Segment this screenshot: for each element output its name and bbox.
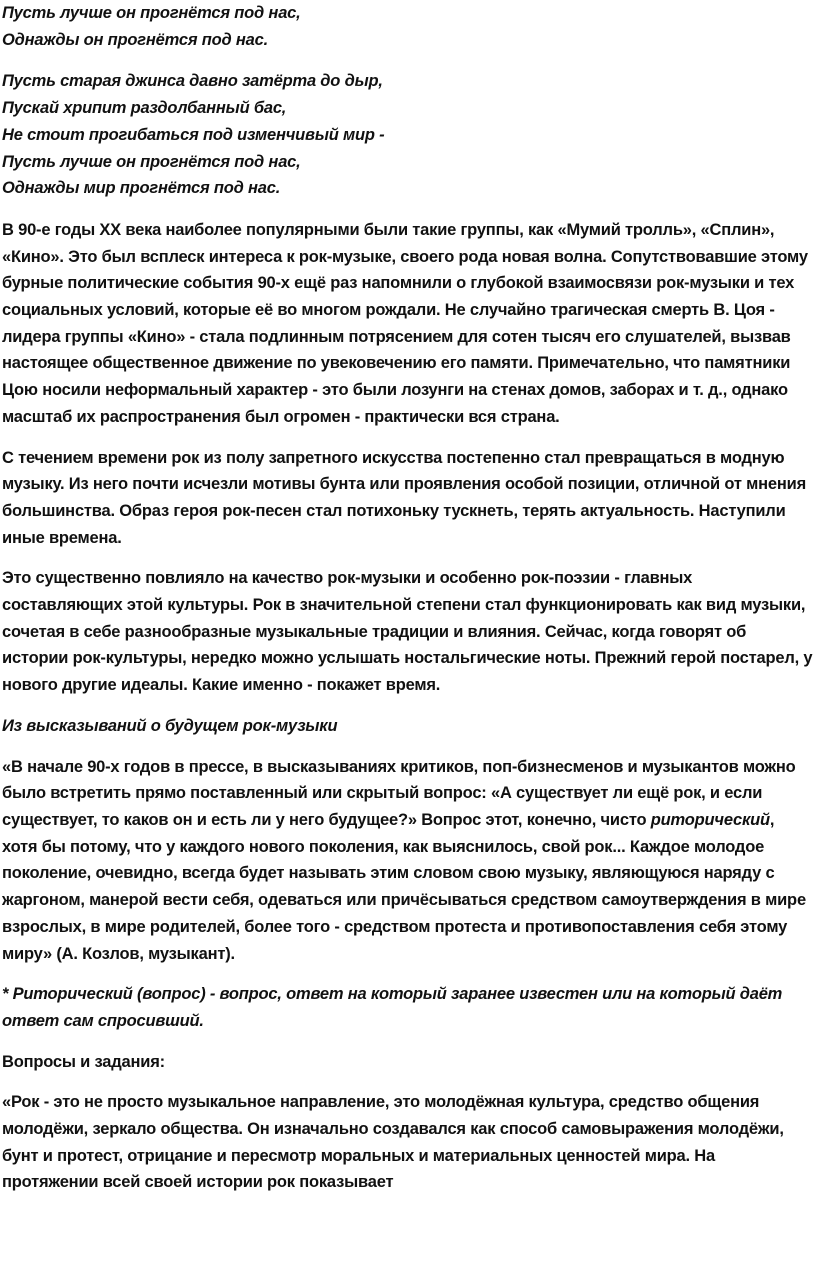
verse-line: Пускай хрипит раздолбанный бас, (2, 99, 287, 118)
verse-line: Однажды мир прогнётся под нас. (2, 179, 281, 198)
paragraph-rock-culture: «Рок - это не просто музыкальное направление, это молодёжная культура, средство общения молодёжи, зеркало общества. Он изначально создавался как способ самовыражения молодёжи, бунт и протест, отрицание и пересмотр моральных и материальных ценностей мира. На протяжении всей своей истории рок показывает (2, 1093, 784, 1192)
quote-italic-term: риторический (650, 810, 770, 829)
questions-heading: Вопросы и задания: (2, 1052, 165, 1071)
verse-line: Не стоит прогибаться под изменчивый мир - (2, 125, 385, 144)
paragraph-kozlov-quote (2, 754, 814, 968)
paragraph-rock-fashion: С течением времени рок из полу запретного искусства постепенно стал превращаться в модную музыку. Из него почти исчезли мотивы бунта или проявления особой позиции, отличной от мнения большинства. Образ героя рок-песен стал потихоньку тускнеть, терять актуальность. Наступили иные времена. (2, 448, 807, 547)
verse-top (2, 0, 816, 53)
verse-line: Однажды он прогнётся под нас. (2, 30, 268, 49)
verse-line: Пусть старая джинса давно затёрта до дыр, (2, 72, 383, 91)
verse-second (2, 68, 816, 202)
footnote-rhetorical: * Риторический (вопрос) - вопрос, ответ на который заранее известен или на который даёт ответ сам спросивший. (2, 985, 783, 1030)
verse-line: Пусть лучше он прогнётся под нас, (2, 152, 301, 171)
verse-line: Пусть лучше он прогнётся под нас, (2, 4, 301, 22)
paragraph-rock-quality: Это существенно повлияло на качество рок-музыки и особенно рок-поэзии - главных составляющих этой культуры. Рок в значительной степени стал функционировать как вид музыки, сочетая в себе разнообразные музыкальные традиции и влияния. Сейчас, когда говорят об истории рок-культуры, нередко можно услышать ностальгические ноты. Прежний герой постарел, у нового другие идеалы. Какие именно - покажет время. (2, 569, 813, 695)
quote-text-part1: «В начале 90-х годов в прессе, в высказываниях критиков, поп-бизнесменов и музыкантов можно было встретить прямо поставленный или скрытый вопрос: «А существует ли ещё рок, и если существует, то каков он и есть ли у него будущее?» Вопрос этот, конечно, чисто (2, 757, 796, 829)
paragraph-90s-bands: В 90-е годы XX века наиболее популярными были такие группы, как «Мумий тролль», «Сплин», «Кино». Это был всплеск интереса к рок-музыке, своего рода новая волна. Сопутствовавшие этому бурные политические события 90-х ещё раз напомнили о глубокой взаимосвязи рок-музыки и тех социальных условий, которые её во многом рождали. Не случайно трагическая смерть В. Цоя - лидера группы «Кино» - стала подлинным потрясением для сотен тысяч его слушателей, вызвав настоящее общественное движение по увековечению его памяти. Примечательно, что памятники Цою носили неформальный характер - это были лозунги на стенах домов, заборах и т. д., однако масштаб их распространения был огромен - практически вся страна. (2, 220, 808, 426)
quote-text-part2: , хотя бы потому, что у каждого нового поколения, как выяснилось, свой рок... Каждое молодое поколение, очевидно, всегда будет называть этим словом свою музыку, являющуюся наряду с жаргоном, манерой вести себя, одеваться или причёсываться средством самоутверждения в мире взрослых, в мире родителей, более того - средством протеста и противопоставления себя этому миру» (А. Козлов, музыкант). (2, 810, 806, 963)
section-heading-quotes: Из высказываний о будущем рок-музыки (2, 716, 338, 735)
